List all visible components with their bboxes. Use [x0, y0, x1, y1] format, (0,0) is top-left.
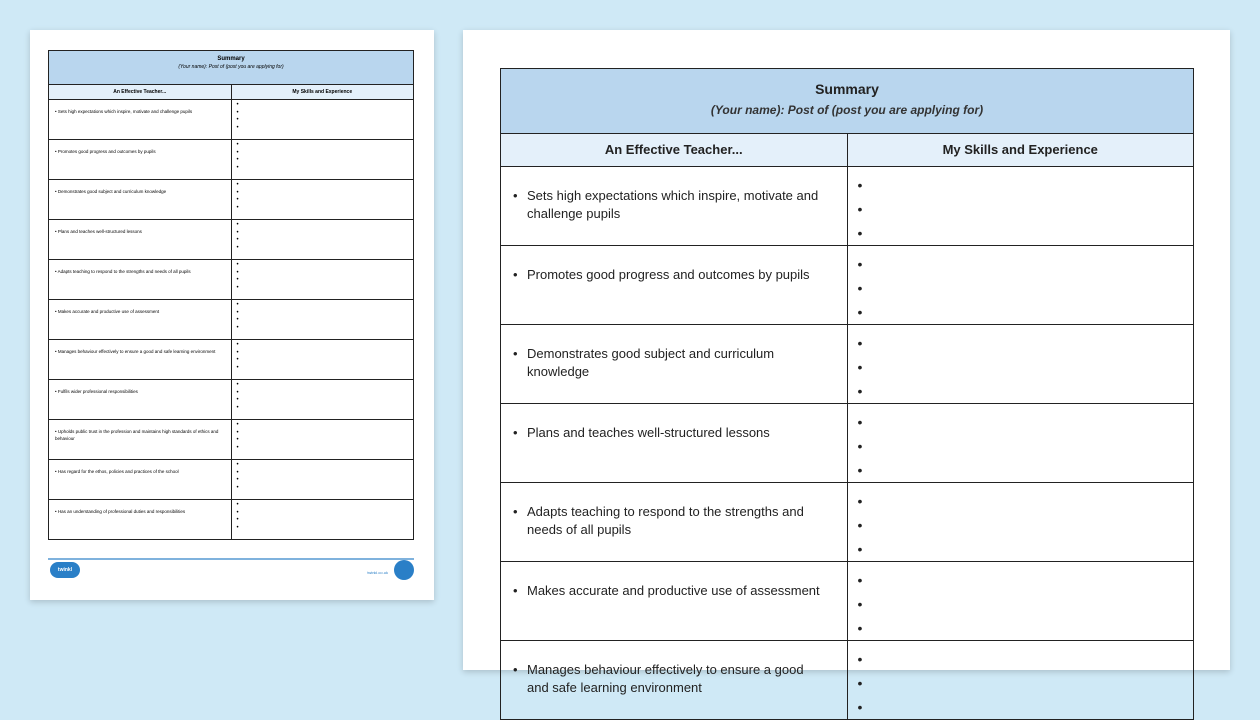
criterion-item [49, 300, 231, 315]
criterion-item [49, 380, 231, 395]
experience-cell[interactable] [231, 420, 414, 460]
bullet-point: • [857, 304, 863, 320]
criterion-text: • Manages behaviour effectively to ensure a good and safe learning environment [55, 349, 215, 354]
criterion-item [501, 483, 847, 539]
bullet-marker: • [513, 346, 518, 361]
bullet-list [848, 404, 1194, 482]
criterion-text: • Demonstrates good subject and curriculum knowledge [55, 189, 166, 194]
experience-cell[interactable] [847, 483, 1194, 562]
criterion-cell [501, 483, 848, 562]
criterion-text: Makes accurate and productive use of assessment [527, 583, 820, 598]
criterion-cell [49, 140, 232, 180]
experience-cell[interactable] [847, 404, 1194, 483]
criterion-cell [501, 167, 848, 246]
bullet-list [232, 500, 414, 532]
thumb-summary-subtitle: (Your name): Post of (post you are applying for) [178, 64, 284, 70]
bullet-point: • [236, 189, 239, 196]
bullet-list [848, 483, 1194, 561]
criterion-text: • Plans and teaches well-structured lessons [55, 229, 142, 234]
bullet-list [232, 340, 414, 372]
criterion-cell [49, 380, 232, 420]
experience-cell[interactable] [847, 641, 1194, 720]
bullet-point: • [236, 389, 239, 396]
bullet-point: • [236, 437, 239, 443]
criterion-cell [501, 325, 848, 404]
bullet-point: • [236, 149, 239, 156]
criterion-text: • Makes accurate and productive use of assessment [55, 309, 159, 314]
bullet-point: • [236, 317, 239, 323]
criterion-cell [49, 500, 232, 540]
bullet-list [232, 100, 414, 132]
bullet-point: • [857, 675, 863, 691]
bullet-point: • [236, 269, 239, 276]
criterion-item [49, 100, 231, 115]
bullet-point: • [236, 302, 239, 308]
table-row [501, 325, 1194, 404]
bullet-point: • [857, 462, 863, 478]
bullet-point: • [236, 469, 239, 476]
bullet-point: • [857, 201, 863, 217]
bullet-point: • [236, 204, 239, 211]
criterion-item [49, 220, 231, 235]
bullet-point: • [857, 359, 863, 375]
criterion-text: Manages behaviour effectively to ensure a good and safe learning environment [527, 662, 804, 695]
criterion-item [501, 325, 847, 381]
bullet-point: • [236, 309, 239, 316]
experience-cell[interactable] [231, 500, 414, 540]
col-left-header: An Effective Teacher... [501, 134, 848, 167]
bullet-list [232, 380, 414, 412]
thumb-col-right-header: My Skills and Experience [231, 85, 414, 100]
criterion-cell [49, 340, 232, 380]
thumbnail-page [30, 30, 434, 600]
bullet-point: • [857, 541, 863, 557]
table-row [501, 246, 1194, 325]
bullet-point: • [857, 493, 863, 509]
bullet-point: • [236, 197, 239, 203]
experience-cell[interactable] [847, 167, 1194, 246]
experience-cell[interactable] [231, 460, 414, 500]
criterion-cell [501, 404, 848, 483]
thumb-col-left-header: An Effective Teacher... [49, 85, 232, 100]
bullet-point: • [236, 164, 239, 171]
experience-cell[interactable] [231, 220, 414, 260]
bullet-point: • [236, 284, 239, 291]
table-row [49, 300, 414, 340]
bullet-point: • [236, 244, 239, 251]
bullet-marker: • [513, 425, 518, 440]
table-row [501, 483, 1194, 562]
criterion-item [501, 246, 847, 284]
table-row [49, 180, 414, 220]
bullet-marker: • [513, 267, 518, 282]
criterion-cell [501, 641, 848, 720]
bullet-point: • [236, 324, 239, 331]
bullet-point: • [857, 651, 863, 667]
bullet-point: • [236, 444, 239, 451]
bullet-point: • [236, 157, 239, 163]
criterion-item [501, 167, 847, 223]
table-row [49, 340, 414, 380]
bullet-point: • [236, 422, 239, 428]
experience-cell[interactable] [847, 246, 1194, 325]
bullet-point: • [857, 383, 863, 399]
bullet-list [848, 641, 1194, 719]
criterion-cell [49, 420, 232, 460]
summary-table [500, 68, 1194, 720]
criterion-text: Plans and teaches well-structured lessons [527, 425, 770, 440]
col-right-header: My Skills and Experience [847, 134, 1194, 167]
criterion-item [49, 500, 231, 515]
table-row [501, 167, 1194, 246]
criterion-text: Sets high expectations which inspire, motivate and challenge pupils [527, 188, 819, 221]
criterion-text: • Sets high expectations which inspire, motivate and challenge pupils [55, 109, 192, 114]
bullet-point: • [236, 382, 239, 388]
bullet-point: • [857, 699, 863, 715]
bullet-point: • [857, 620, 863, 636]
twinkl-logo: twinkl [50, 562, 80, 578]
bullet-point: • [857, 438, 863, 454]
bullet-point: • [236, 484, 239, 491]
bullet-list [232, 420, 414, 452]
summary-subtitle: (Your name): Post of (post you are applying for) [710, 103, 984, 117]
bullet-list [848, 562, 1194, 640]
table-header [501, 69, 1194, 134]
bullet-point: • [236, 397, 239, 403]
bullet-point: • [236, 517, 239, 523]
bullet-list [848, 325, 1194, 403]
bullet-point: • [857, 177, 863, 193]
experience-cell[interactable] [231, 380, 414, 420]
bullet-list [232, 220, 414, 252]
bullet-marker: • [513, 583, 518, 598]
experience-cell[interactable] [847, 562, 1194, 641]
criterion-cell [49, 180, 232, 220]
experience-cell[interactable] [847, 325, 1194, 404]
bullet-point: • [236, 429, 239, 436]
criterion-text: Demonstrates good subject and curriculum knowledge [527, 346, 775, 379]
bullet-point: • [236, 109, 239, 116]
bullet-point: • [236, 502, 239, 508]
experience-cell[interactable] [231, 140, 414, 180]
bullet-point: • [236, 229, 239, 236]
criterion-cell [49, 260, 232, 300]
table-row [49, 500, 414, 540]
table-row [49, 100, 414, 140]
bullet-point: • [236, 342, 239, 348]
criterion-text: • Upholds public trust in the profession and maintains high standards of ethics and behaviour [55, 429, 218, 441]
criterion-cell [501, 246, 848, 325]
bullet-point: • [857, 517, 863, 533]
thumb-table-header [49, 51, 414, 85]
bullet-point: • [857, 256, 863, 272]
criterion-cell [501, 562, 848, 641]
bullet-list [232, 300, 414, 332]
table-row [49, 380, 414, 420]
bullet-point: • [236, 262, 239, 268]
bullet-point: • [857, 414, 863, 430]
bullet-point: • [236, 462, 239, 468]
bullet-point: • [236, 404, 239, 411]
criterion-item [49, 180, 231, 195]
criterion-text: • Fulfils wider professional responsibilities [55, 389, 138, 394]
bullet-point: • [236, 364, 239, 371]
thumb-footer-rule [48, 558, 414, 560]
criterion-item [49, 140, 231, 155]
criterion-item [501, 404, 847, 442]
criterion-item [501, 562, 847, 600]
criterion-item [49, 260, 231, 275]
criterion-text: • Promotes good progress and outcomes by pupils [55, 149, 156, 154]
criterion-cell [49, 300, 232, 340]
criterion-item [501, 641, 847, 697]
bullet-point: • [857, 335, 863, 351]
bullet-list [232, 460, 414, 492]
thumb-summary-title: Summary [217, 56, 245, 62]
criterion-text: • Adapts teaching to respond to the strengths and needs of all pupils [55, 269, 191, 274]
table-row [49, 420, 414, 460]
thumb-summary-table [48, 50, 414, 540]
table-row [501, 641, 1194, 720]
bullet-point: • [236, 357, 239, 363]
criterion-text: • Has regard for the ethos, policies and practices of the school [55, 469, 179, 474]
bullet-list [232, 140, 414, 172]
bullet-point: • [857, 280, 863, 296]
table-row [501, 404, 1194, 483]
bullet-list [232, 260, 414, 292]
bullet-list [848, 246, 1194, 324]
bullet-point: • [236, 182, 239, 188]
bullet-point: • [236, 222, 239, 228]
table-row [49, 140, 414, 180]
criterion-text: Promotes good progress and outcomes by pupils [527, 267, 810, 282]
experience-cell[interactable] [231, 300, 414, 340]
experience-cell[interactable] [231, 100, 414, 140]
main-page [463, 30, 1230, 715]
bullet-point: • [236, 509, 239, 516]
bullet-point: • [857, 596, 863, 612]
bullet-point: • [236, 142, 239, 148]
bullet-point: • [236, 477, 239, 483]
criterion-item [49, 420, 231, 442]
bullet-marker: • [513, 662, 518, 677]
bullet-point: • [857, 572, 863, 588]
thumb-footer-text: twinkl.co.uk [367, 570, 388, 575]
badge-logo-icon [394, 560, 414, 580]
experience-cell[interactable] [231, 340, 414, 380]
criterion-text: • Has an understanding of professional duties and responsibilities [55, 509, 185, 514]
bullet-marker: • [513, 504, 518, 519]
criterion-item [49, 340, 231, 355]
table-row [49, 260, 414, 300]
table-row [501, 562, 1194, 641]
bullet-point: • [236, 124, 239, 131]
bullet-point: • [236, 117, 239, 123]
criterion-cell [49, 220, 232, 260]
table-row [49, 220, 414, 260]
bullet-point: • [236, 102, 239, 108]
experience-cell[interactable] [231, 260, 414, 300]
bullet-point: • [236, 277, 239, 283]
criterion-cell [49, 100, 232, 140]
bullet-list [232, 180, 414, 212]
bullet-point: • [236, 524, 239, 531]
bullet-list [848, 167, 1194, 245]
bullet-marker: • [513, 188, 518, 203]
experience-cell[interactable] [231, 180, 414, 220]
criterion-item [49, 460, 231, 475]
bullet-point: • [236, 349, 239, 356]
bullet-point: • [236, 237, 239, 243]
summary-title: Summary [815, 81, 879, 97]
criterion-text: Adapts teaching to respond to the strengths and needs of all pupils [527, 504, 804, 537]
bullet-point: • [857, 225, 863, 241]
table-row [49, 460, 414, 500]
criterion-cell [49, 460, 232, 500]
